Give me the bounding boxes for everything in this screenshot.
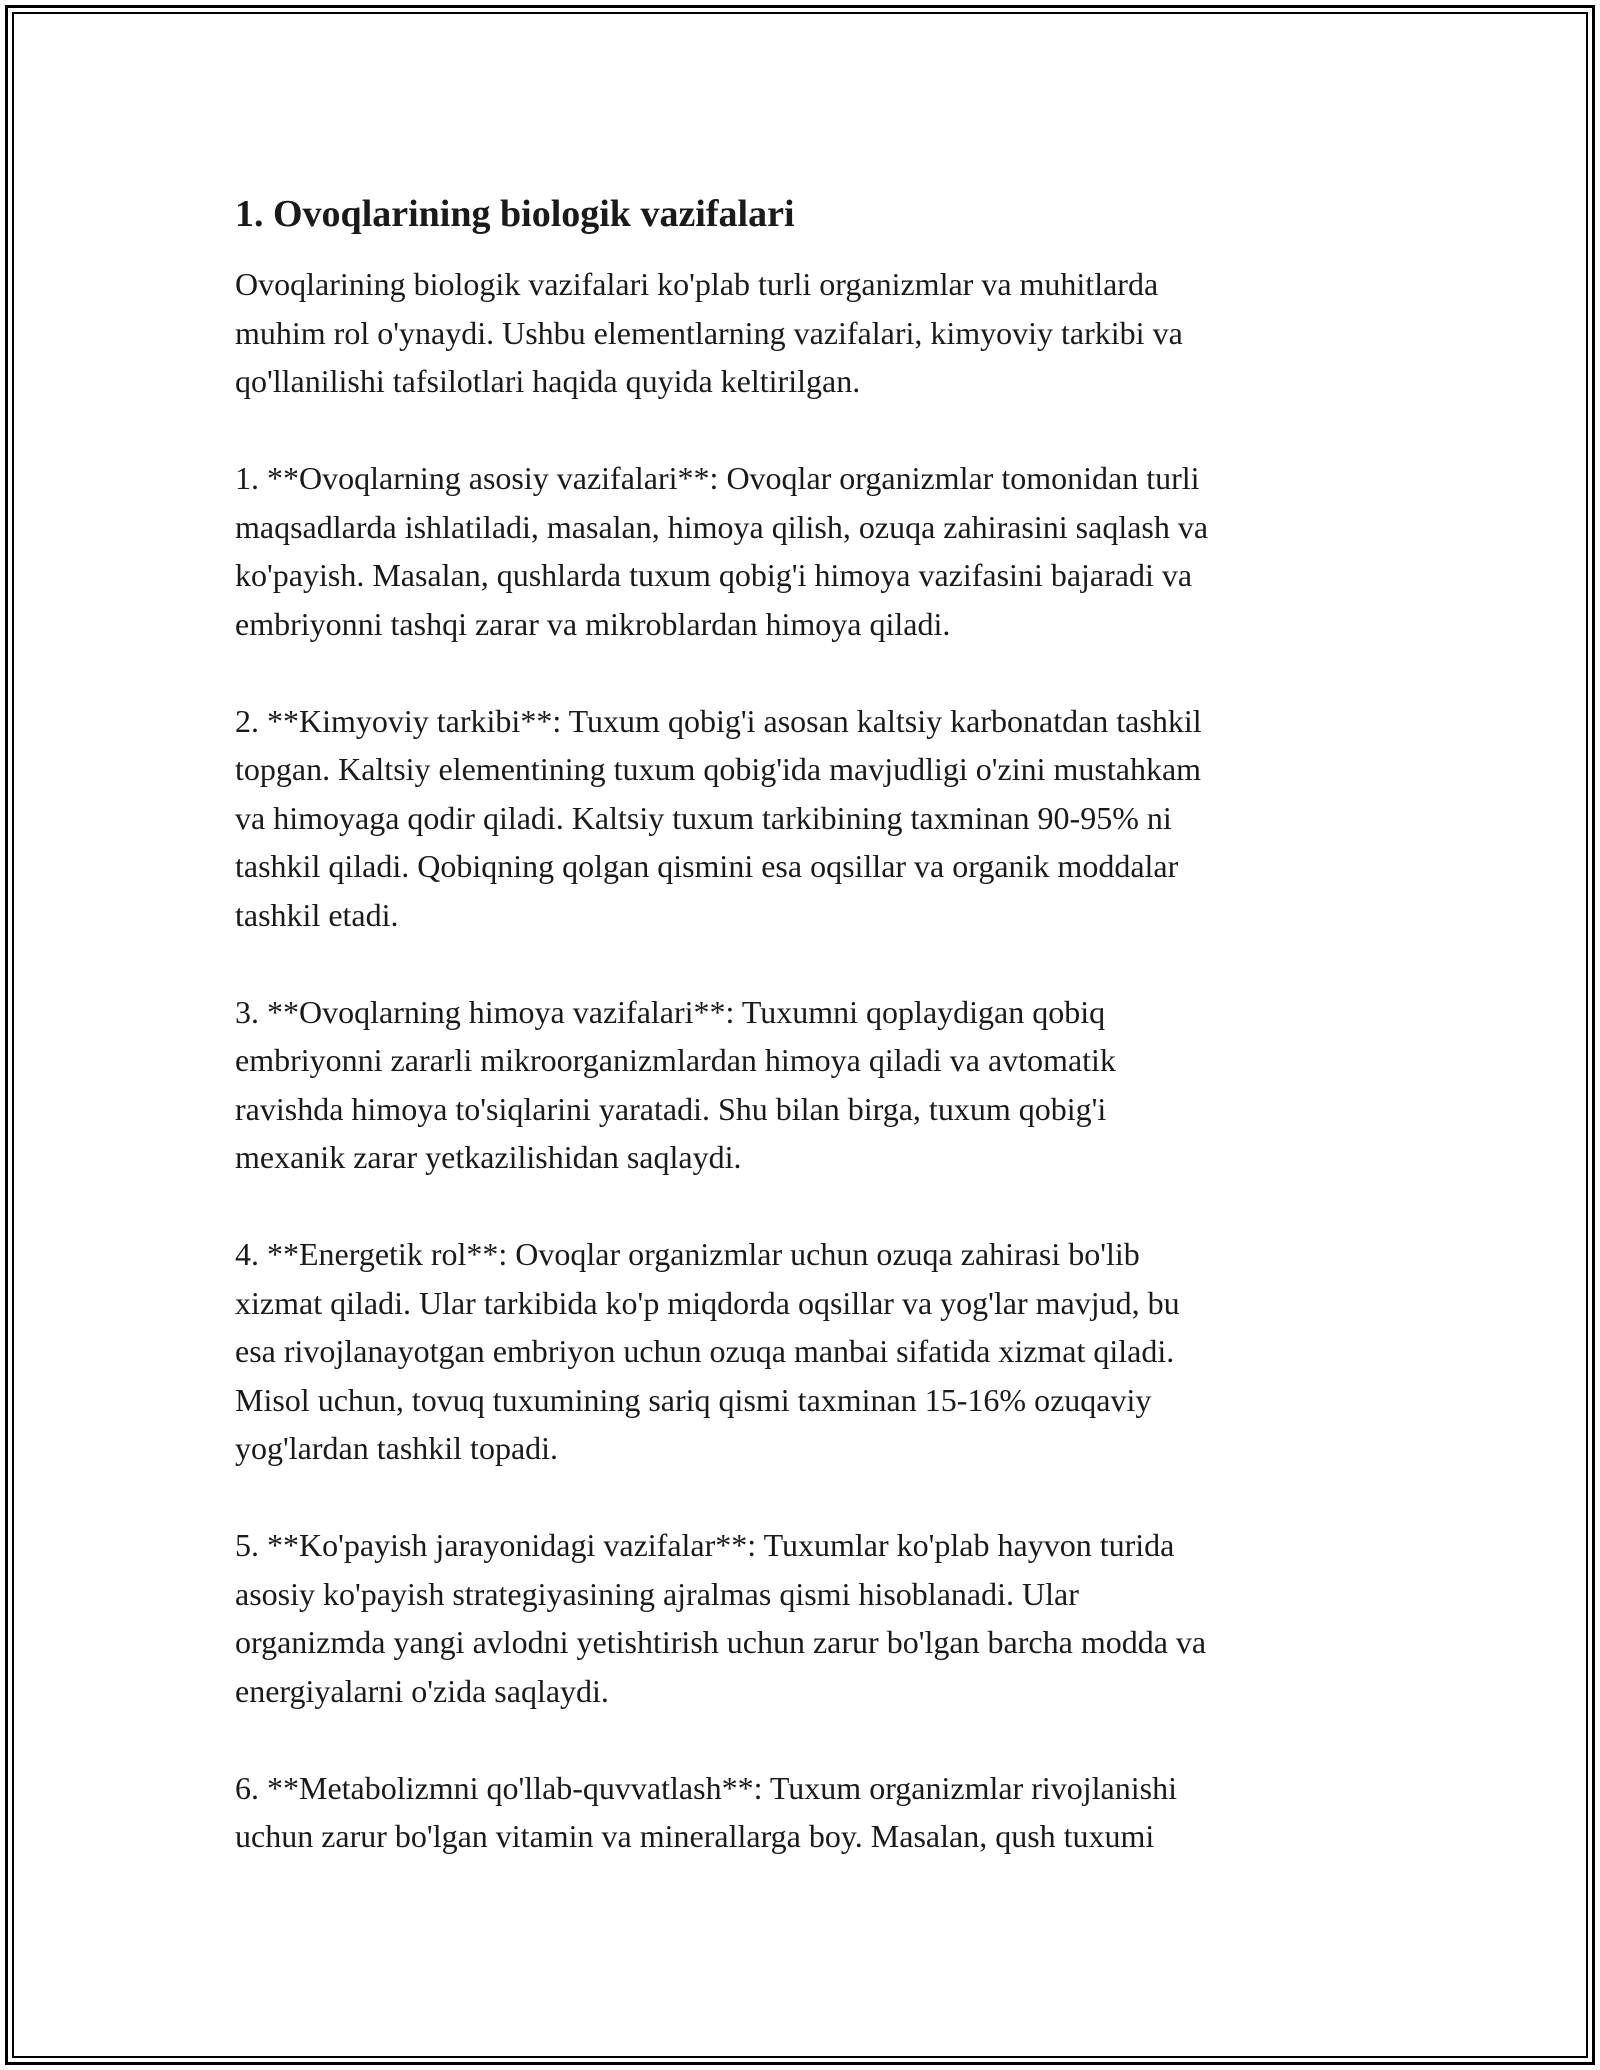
paragraph-chemical-composition: 2. **Kimyoviy tarkibi**: Tuxum qobig'i asosan kaltsiy karbonatdan tashkil topgan. Kaltsiy elementining tuxum qobig'ida mavjudligi o'zini mustahkam va himoyaga qodir qiladi. Kaltsiy tuxum tarkibining taxminan 90-95% ni tashkil qiladi. Qobiqning qolgan qismini esa oqsillar va organik moddalar tashkil etadi. xyxy=(235,702,1202,933)
paragraph-main-functions: 1. **Ovoqlarning asosiy vazifalari**: Ovoqlar organizmlar tomonidan turli maqsadlarda ishlatiladi, masalan, himoya qilish, ozuqa zahirasini saqlash va ko'payish. Masalan, qushlarda tuxum qobig'i himoya vazifasini bajaradi va embriyonni tashqi zarar va mikroblardan himoya qiladi. xyxy=(235,460,1209,642)
paragraph-energy-role: 4. **Energetik rol**: Ovoqlar organizmlar uchun ozuqa zahirasi bo'lib xizmat qiladi. Ular tarkibida ko'p miqdorda oqsillar va yog'lar mavjud, bu esa rivojlanayotgan embriyon uchun ozuqa manbai sifatida xizmat qiladi. Misol uchun, tovuq tuxumining sariq qismi taxminan 15-16% ozuqaviy yog'lardan tashkil topadi. xyxy=(235,1236,1180,1466)
paragraph-protective-functions: 3. **Ovoqlarning himoya vazifalari**: Tuxumni qoplaydigan qobiq embriyonni zararli mikroorganizmlardan himoya qiladi va avtomatik ravishda himoya to'siqlarini yaratadi. Shu bilan birga, tuxum qobig'i mexanik zarar yetkazilishidan saqlaydi. xyxy=(235,993,1116,1175)
paragraph-reproduction: 5. **Ko'payish jarayonidagi vazifalar**: Tuxumlar ko'plab hayvon turida asosiy ko'payish strategiyasining ajralmas qismi hisoblanadi. Ular organizmda yangi avlodni yetishtirish uchun zarur bo'lgan barcha modda va energiyalarni o'zida saqlaydi. xyxy=(235,1527,1207,1709)
intro-paragraph: Ovoqlarining biologik vazifalari ko'plab turli organizmlar va muhitlarda muhim rol o'ynaydi. Ushbu elementlarning vazifalari, kimyoviy tarkibi va qo'llanilishi tafsilotlari haqida quyida keltirilgan. xyxy=(235,266,1183,399)
paragraph-metabolism: 6. **Metabolizmni qo'llab-quvvatlash**: Tuxum organizmlar rivojlanishi uchun zarur bo'lgan vitamin va minerallarga boy. Masalan, qush tuxumi xyxy=(235,1769,1177,1854)
document-page xyxy=(235,186,1365,1861)
section-title: 1. Ovoqlarining biologik vazifalari xyxy=(235,193,795,235)
